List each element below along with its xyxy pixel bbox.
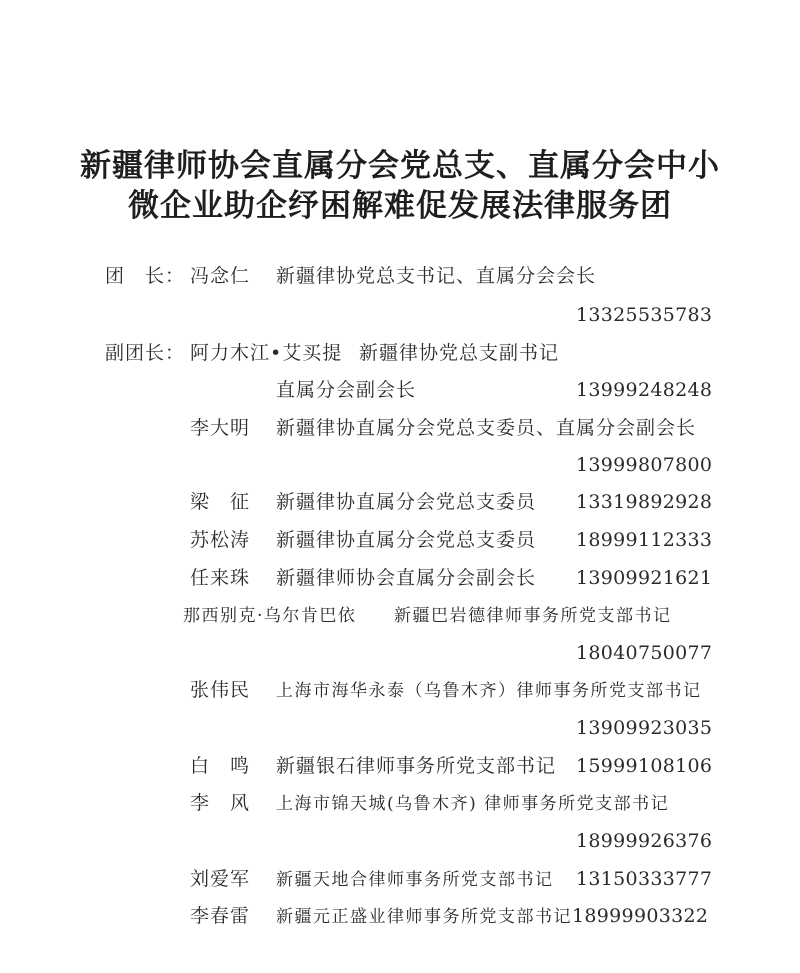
title-line-2: 微企业助企纾困解难促发展法律服务团 [128,188,672,224]
member-position: 新疆律协直属分会党总支委员 [276,529,537,551]
member-phone: 18999903322 [572,905,709,927]
member-position-continued: 直属分会副会长 [276,379,417,401]
member-position: 上海市锦天城(乌鲁木齐) 律师事务所党支部书记 [276,794,670,814]
member-name: 张伟民 [190,679,251,701]
member-name: 刘爱军 [190,868,251,890]
member-position: 新疆律协直属分会党总支委员 [276,491,537,513]
member-phone: 13150333777 [576,868,713,890]
member-name: 李 风 [190,792,251,814]
member-phone: 13909923035 [576,717,713,739]
member-name: 任来珠 [190,567,251,589]
member-position: 新疆巴岩德律师事务所党支部书记 [394,606,672,626]
member-name: 李春雷 [190,905,251,927]
member-phone: 15999108106 [576,755,713,777]
title-line-1: 新疆律师协会直属分会党总支、直属分会中小 [80,148,720,184]
member-name: 白 鸣 [190,755,251,777]
member-phone: 18999926376 [576,830,713,852]
vice-role-label: 副团长： [105,342,186,364]
member-position: 新疆银石律师事务所党支部书记 [276,755,557,777]
member-position: 新疆元正盛业律师事务所党支部书记 [276,907,572,927]
member-position: 上海市海华永泰（乌鲁木齐）律师事务所党支部书记 [276,681,702,701]
member-name: 阿力木江•艾买提 [190,342,343,364]
member-position: 新疆天地合律师事务所党支部书记 [276,870,554,890]
leader-phone: 13325535783 [576,304,713,326]
member-position: 新疆律师协会直属分会副会长 [276,567,537,589]
member-phone: 13999248248 [576,379,713,401]
member-position: 新疆律协直属分会党总支委员、直属分会副会长 [276,417,697,439]
member-phone: 13999807800 [576,454,713,476]
member-phone: 13909921621 [576,567,713,589]
leader-name: 冯念仁 [190,265,251,287]
member-position: 新疆律协党总支副书记 [359,342,560,364]
member-phone: 18040750077 [576,642,713,664]
member-name: 那西别克·乌尔肯巴依 [183,606,357,626]
member-phone: 13319892928 [576,491,713,513]
leader-position: 新疆律协党总支书记、直属分会会长 [276,265,597,287]
member-name: 苏松涛 [190,529,251,551]
member-name: 李大明 [190,417,251,439]
member-phone: 18999112333 [576,529,713,551]
leader-role-label: 团 长： [105,265,186,287]
member-name: 梁 征 [190,491,251,513]
